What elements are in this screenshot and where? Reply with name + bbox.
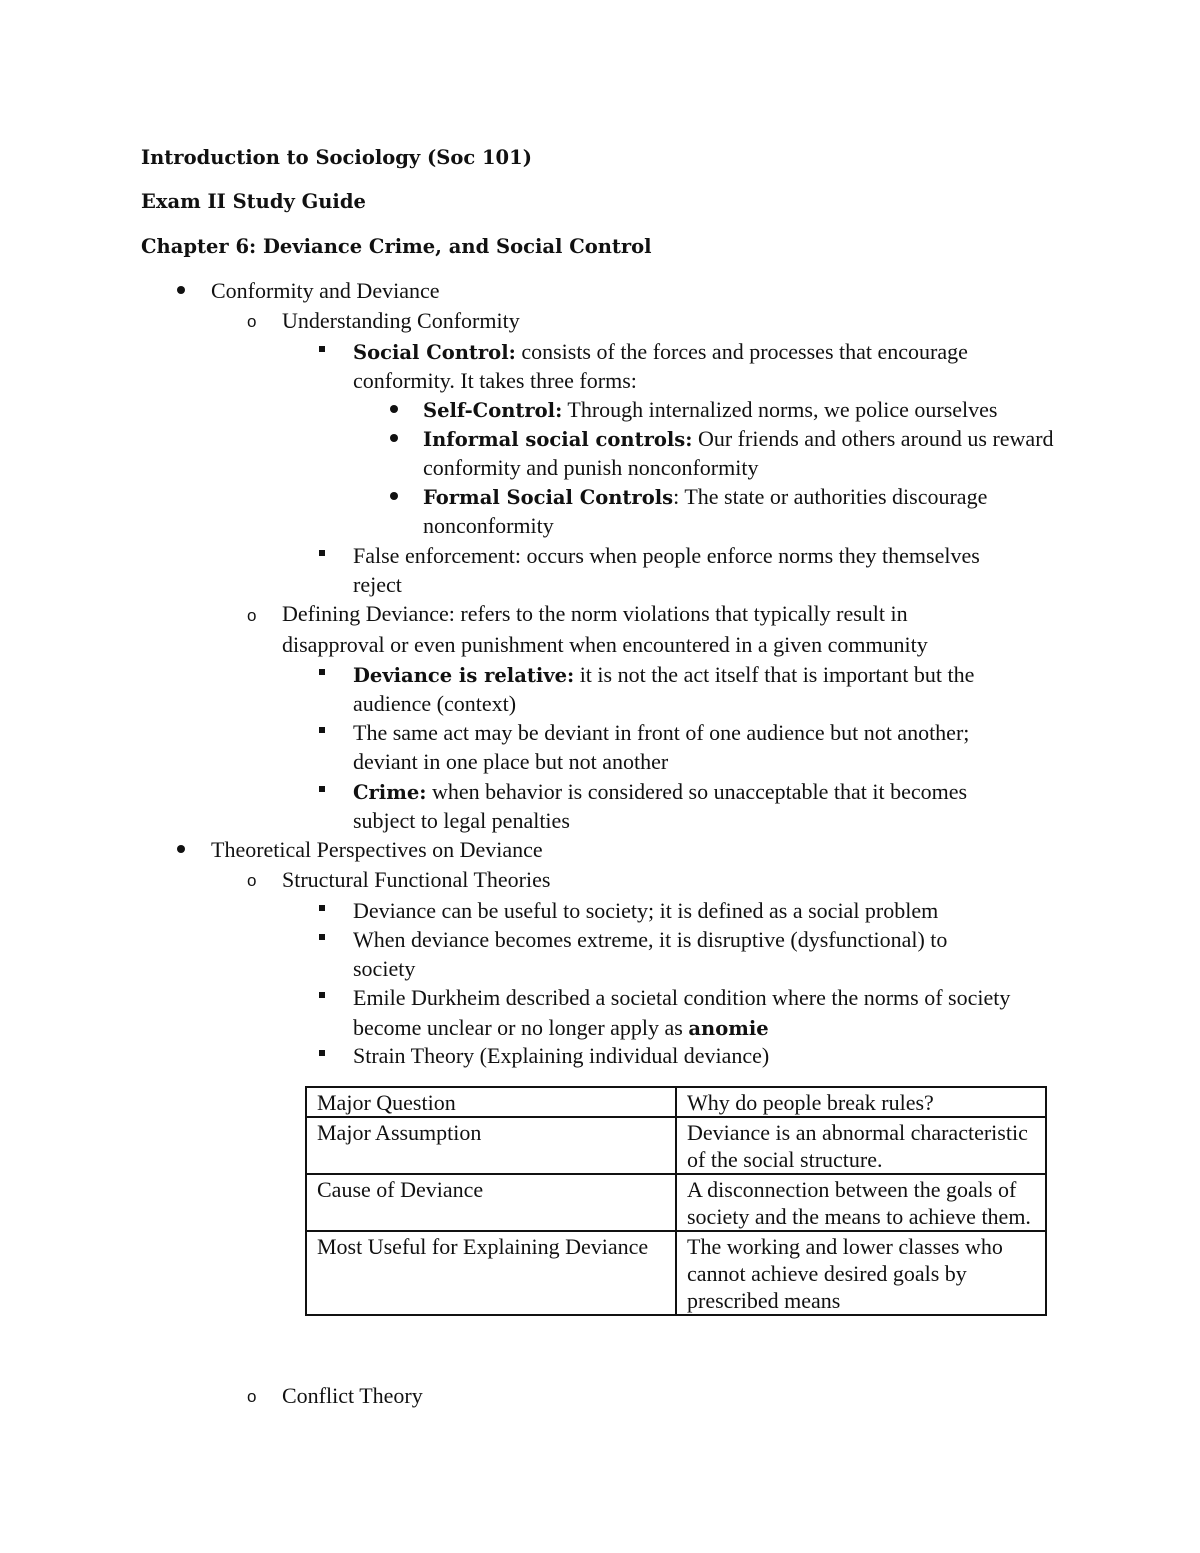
social-control-term: Social Control: — [353, 341, 516, 364]
chapter-heading: Chapter 6: Deviance Crime, and Social Control — [141, 235, 652, 258]
guide-title: Exam II Study Guide — [141, 190, 366, 213]
informal-controls-definition: Our friends and others around us reward — [692, 426, 1054, 451]
deviance-relative-line — [353, 660, 974, 690]
durkheim-text: become unclear or no longer apply as — [353, 1015, 689, 1040]
square-bullet — [319, 727, 325, 733]
square-bullet — [319, 669, 325, 675]
crime-line — [353, 777, 967, 807]
circle-bullet: o — [247, 1387, 257, 1406]
defining-deviance-line-cont: disapproval or even punishment when encountered in a given community — [282, 632, 928, 657]
table-cell-value: Why do people break rules? — [676, 1087, 1046, 1117]
same-act-line-cont: deviant in one place but not another — [353, 749, 669, 774]
square-bullet — [319, 786, 325, 792]
table-cell-value: The working and lower classes who cannot achieve desired goals by prescribed means — [676, 1231, 1046, 1315]
informal-controls-term: Informal social controls: — [423, 428, 693, 451]
formal-controls-definition-cont: nonconformity — [423, 513, 554, 538]
course-title: Introduction to Sociology (Soc 101) — [141, 146, 532, 169]
extreme-deviance-line: When deviance becomes extreme, it is disruptive (dysfunctional) to — [353, 927, 948, 952]
square-bullet — [319, 934, 325, 940]
informal-controls-definition-cont: conformity and punish nonconformity — [423, 455, 759, 480]
table-cell-value: A disconnection between the goals of society and the means to achieve them. — [676, 1174, 1046, 1231]
disc-bullet — [390, 434, 398, 442]
outline-item-conflict-theory: Conflict Theory — [282, 1383, 423, 1408]
circle-bullet: o — [247, 606, 257, 625]
circle-bullet: o — [247, 312, 257, 331]
outline-item-structural-functional: Structural Functional Theories — [282, 867, 551, 892]
defining-deviance-line: Defining Deviance: refers to the norm violations that typically result in — [282, 601, 908, 626]
strain-theory-table — [305, 1086, 1047, 1316]
useful-to-society-line: Deviance can be useful to society; it is defined as a social problem — [353, 898, 939, 923]
outline-item-theoretical-perspectives: Theoretical Perspectives on Deviance — [211, 837, 543, 862]
table-row — [306, 1174, 1046, 1231]
social-control-definition: consists of the forces and processes that encourage — [515, 339, 968, 364]
square-bullet — [319, 346, 325, 352]
false-enforcement-line-cont: reject — [353, 572, 402, 597]
strain-theory-line: Strain Theory (Explaining individual deviance) — [353, 1043, 770, 1068]
table-row — [306, 1117, 1046, 1174]
disc-bullet — [177, 286, 185, 294]
disc-bullet — [390, 492, 398, 500]
informal-controls-line — [423, 424, 1054, 454]
false-enforcement-line: False enforcement: occurs when people enforce norms they themselves — [353, 543, 980, 568]
same-act-line: The same act may be deviant in front of one audience but not another; — [353, 720, 970, 745]
disc-bullet — [390, 405, 398, 413]
square-bullet — [319, 905, 325, 911]
table-cell-label: Major Assumption — [306, 1117, 676, 1174]
crime-definition: when behavior is considered so unacceptable that it becomes — [426, 779, 968, 804]
deviance-relative-definition-cont: audience (context) — [353, 691, 517, 716]
table-cell-value: Deviance is an abnormal characteristic of the social structure. — [676, 1117, 1046, 1174]
table-cell-label: Most Useful for Explaining Deviance — [306, 1231, 676, 1315]
crime-definition-cont: subject to legal penalties — [353, 808, 570, 833]
extreme-deviance-line-cont: society — [353, 956, 416, 981]
square-bullet — [319, 992, 325, 998]
self-control-definition: Through internalized norms, we police ourselves — [562, 397, 998, 422]
square-bullet — [319, 1050, 325, 1056]
deviance-relative-definition: it is not the act itself that is important but the — [574, 662, 975, 687]
durkheim-line-cont — [353, 1013, 769, 1043]
social-control-definition-cont: conformity. It takes three forms: — [353, 368, 637, 393]
anomie-term: anomie — [688, 1017, 769, 1040]
table-cell-label: Major Question — [306, 1087, 676, 1117]
formal-controls-term: Formal Social Controls — [423, 486, 674, 509]
disc-bullet — [177, 845, 185, 853]
table-cell-label: Cause of Deviance — [306, 1174, 676, 1231]
durkheim-line: Emile Durkheim described a societal condition where the norms of society — [353, 985, 1011, 1010]
formal-controls-definition: : The state or authorities discourage — [673, 484, 988, 509]
self-control-line — [423, 395, 997, 425]
table-row — [306, 1087, 1046, 1117]
circle-bullet: o — [247, 871, 257, 890]
outline-item-understanding-conformity: Understanding Conformity — [282, 308, 520, 333]
social-control-line — [353, 337, 968, 367]
crime-term: Crime: — [353, 781, 427, 804]
deviance-relative-term: Deviance is relative: — [353, 664, 575, 687]
outline-item-conformity-and-deviance: Conformity and Deviance — [211, 278, 440, 303]
self-control-term: Self-Control: — [423, 399, 563, 422]
table-row — [306, 1231, 1046, 1315]
square-bullet — [319, 550, 325, 556]
formal-controls-line — [423, 482, 987, 512]
